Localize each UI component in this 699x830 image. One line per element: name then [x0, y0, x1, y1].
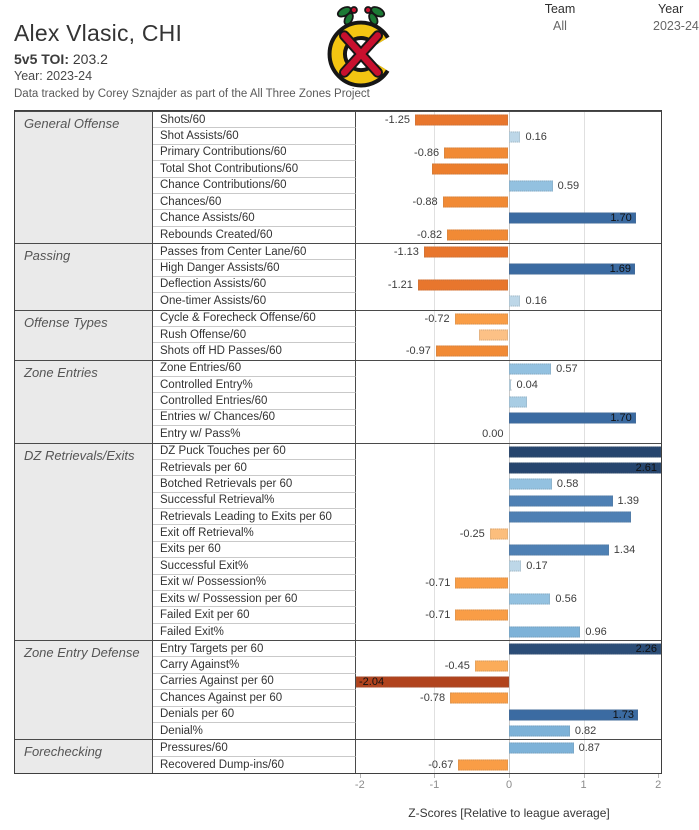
- bar-value-label: 1.34: [613, 543, 636, 556]
- tick-mark: [360, 774, 361, 778]
- metric-label: Deflection Assists/60: [153, 277, 356, 293]
- metric-label: Entry w/ Pass%: [153, 426, 356, 442]
- bar-pane: [356, 542, 661, 558]
- table-row: [153, 161, 661, 177]
- section-zone-entry-defense: [15, 640, 661, 739]
- x-axis-title: Z-Scores [Relative to league average]: [408, 806, 610, 820]
- bar-value-label: 0.16: [525, 130, 547, 143]
- tick-mark: [584, 774, 585, 778]
- table-row: [153, 327, 661, 343]
- bar-chance-contributions-60[interactable]: [509, 180, 553, 191]
- metric-label: Controlled Entries/60: [153, 393, 356, 409]
- table-row: [153, 128, 661, 144]
- table-row: [153, 210, 661, 226]
- bar-pane: [356, 194, 661, 210]
- bar-value-label: -0.71: [425, 576, 451, 589]
- bar-pane: [356, 178, 661, 194]
- metric-label: Zone Entries/60: [153, 361, 356, 377]
- bar-zone-entries-60[interactable]: [509, 363, 552, 374]
- category-label: Zone Entry Defense: [15, 641, 153, 739]
- table-row: [153, 575, 661, 591]
- table-row: [153, 525, 661, 541]
- bar-cycle-forecheck-offense-60[interactable]: [455, 313, 509, 324]
- bar-pressures-60[interactable]: [509, 743, 574, 754]
- bar-value-label: 0.56: [555, 593, 577, 606]
- metric-label: Denials per 60: [153, 707, 356, 723]
- bar-pane: [356, 112, 661, 128]
- bar-pane: [356, 757, 661, 773]
- metric-label: Shots/60: [153, 112, 356, 128]
- table-row: [153, 260, 661, 276]
- table-row: [153, 444, 661, 460]
- category-label: General Offense: [15, 112, 153, 243]
- bar-successful-exit-[interactable]: [509, 561, 522, 572]
- table-row: [153, 757, 661, 773]
- tick-label: 0: [505, 779, 513, 791]
- table-row: [153, 361, 661, 377]
- bar-value-label: -0.72: [424, 312, 450, 325]
- bar-chances-60[interactable]: [443, 197, 509, 208]
- table-row: [153, 277, 661, 293]
- section-offense-types: [15, 310, 661, 360]
- bar-value-label: 2.26: [635, 643, 657, 656]
- bar-value-label: 2.61: [635, 462, 657, 475]
- bar-denial-[interactable]: [509, 726, 570, 737]
- bar-value-label: 1.39: [617, 494, 639, 507]
- bar-exits-per-60[interactable]: [509, 544, 609, 555]
- tick-label: -1: [429, 779, 440, 791]
- bar-pane: [356, 624, 661, 640]
- bar-botched-retrievals-per-60[interactable]: [509, 479, 552, 490]
- bar-value-label: -0.71: [425, 609, 451, 622]
- metric-label: Exits w/ Possession per 60: [153, 591, 356, 607]
- metric-label: Successful Retrieval%: [153, 493, 356, 509]
- bar-value-label: 0.16: [525, 295, 547, 308]
- bar-successful-retrieval-[interactable]: [509, 495, 613, 506]
- bar-dz-puck-touches-per-60[interactable]: [509, 446, 662, 457]
- bar-pane: [356, 244, 661, 260]
- bar-value-label: 1.73: [612, 708, 634, 721]
- metric-label: Carry Against%: [153, 657, 356, 673]
- metric-label: Cycle & Forecheck Offense/60: [153, 311, 356, 327]
- table-row: [153, 112, 661, 128]
- bar-value-label: 0.17: [526, 560, 548, 573]
- bar-shot-assists-60[interactable]: [509, 131, 521, 142]
- bar-value-label: -1.21: [387, 278, 413, 291]
- bar-passes-from-center-lane-60[interactable]: [424, 247, 509, 258]
- table-row: [153, 558, 661, 574]
- bar-value-label: 0.96: [585, 625, 607, 638]
- metric-label: Retrievals per 60: [153, 460, 356, 476]
- metric-label: One-timer Assists/60: [153, 293, 356, 309]
- metric-label: Chance Assists/60: [153, 210, 356, 226]
- metric-label: High Danger Assists/60: [153, 260, 356, 276]
- bar-value-label: 0.58: [556, 478, 579, 491]
- bar-controlled-entry-[interactable]: [509, 380, 512, 391]
- bar-failed-exit-[interactable]: [509, 626, 581, 637]
- team-filter-label: Team: [544, 2, 576, 16]
- bar-carry-against-[interactable]: [475, 660, 509, 671]
- table-row: [153, 293, 661, 309]
- table-row: [153, 690, 661, 706]
- bar-exits-w-possession-per-60[interactable]: [509, 594, 551, 605]
- table-row: [153, 194, 661, 210]
- blackhawks-logo-icon: [308, 3, 414, 91]
- metric-label: Controlled Entry%: [153, 377, 356, 393]
- tick-label: -2: [354, 779, 365, 791]
- table-row: [153, 674, 661, 690]
- bar-pane: [356, 607, 661, 623]
- year-filter-label: Year: [658, 2, 684, 16]
- bar-exit-off-retrieval-[interactable]: [490, 528, 509, 539]
- table-row: [153, 509, 661, 525]
- metric-label: Failed Exit per 60: [153, 607, 356, 623]
- metric-label: Primary Contributions/60: [153, 145, 356, 161]
- metric-label: Chances Against per 60: [153, 690, 356, 706]
- category-label: Zone Entries: [15, 361, 153, 443]
- metric-label: Exits per 60: [153, 542, 356, 558]
- year-filter-value[interactable]: 2023-24: [653, 19, 699, 33]
- section-passing: [15, 243, 661, 310]
- bar-pane: [356, 161, 661, 177]
- metric-label: Total Shot Contributions/60: [153, 161, 356, 177]
- bar-pane: [356, 311, 661, 327]
- toi-line: [14, 51, 108, 67]
- metric-label: Successful Exit%: [153, 558, 356, 574]
- metric-label: Pressures/60: [153, 740, 356, 756]
- category-label: DZ Retrievals/Exits: [15, 444, 153, 641]
- table-row: [153, 227, 661, 243]
- bar-deflection-assists-60[interactable]: [418, 279, 509, 290]
- bar-pane: [356, 277, 661, 293]
- table-row: [153, 607, 661, 623]
- bar-pane: [356, 525, 661, 541]
- bar-pane: [356, 723, 661, 739]
- section-dz-retrievals-exits: [15, 443, 661, 641]
- table-row: [153, 707, 661, 723]
- bar-value-label: 1.70: [610, 411, 632, 424]
- category-label: Offense Types: [15, 311, 153, 360]
- bar-one-timer-assists-60[interactable]: [509, 296, 521, 307]
- metric-label: Rush Offense/60: [153, 327, 356, 343]
- bar-shots-off-hd-passes-60[interactable]: [436, 346, 509, 357]
- bar-rebounds-created-60[interactable]: [447, 229, 508, 240]
- bar-pane: [356, 657, 661, 673]
- bar-pane: [356, 476, 661, 492]
- bar-value-label: -0.25: [459, 527, 485, 540]
- table-row: [153, 377, 661, 393]
- bar-pane: [356, 227, 661, 243]
- table-row: [153, 657, 661, 673]
- table-row: [153, 591, 661, 607]
- bar-value-label: 0.04: [516, 379, 538, 392]
- category-label: Passing: [15, 244, 153, 310]
- table-row: [153, 343, 661, 359]
- bar-value-label: 0.87: [578, 742, 601, 755]
- section-zone-entries: [15, 360, 661, 443]
- tick-label: 2: [655, 779, 662, 791]
- bar-value-label: -2.04: [359, 675, 385, 688]
- bar-pane: [356, 740, 661, 756]
- metric-label: DZ Puck Touches per 60: [153, 444, 356, 460]
- metric-label: Rebounds Created/60: [153, 227, 356, 243]
- bar-controlled-entries-60[interactable]: [509, 396, 528, 407]
- bar-pane: [356, 426, 661, 442]
- table-row: [153, 145, 661, 161]
- bar-rush-offense-60[interactable]: [479, 330, 509, 341]
- bar-value-label: 0.59: [557, 179, 580, 192]
- metric-label: Recovered Dump-ins/60: [153, 757, 356, 773]
- bar-value-label: -0.97: [405, 345, 431, 358]
- table-row: [153, 393, 661, 409]
- table-row: [153, 641, 661, 657]
- bar-primary-contributions-60[interactable]: [444, 147, 508, 158]
- metric-label: Failed Exit%: [153, 624, 356, 640]
- bar-pane: [356, 674, 661, 690]
- credit-text: Data tracked by Corey Sznajder as part of the All Three Zones Project: [14, 88, 370, 100]
- bar-pane: [356, 145, 661, 161]
- bar-total-shot-contributions-60[interactable]: [432, 164, 508, 175]
- table-row: [153, 410, 661, 426]
- section-forechecking: [15, 739, 661, 773]
- bar-pane: [356, 410, 661, 426]
- bar-pane: [356, 260, 661, 276]
- metric-label: Entry Targets per 60: [153, 641, 356, 657]
- metric-label: Entries w/ Chances/60: [153, 410, 356, 426]
- table-row: [153, 723, 661, 739]
- year-filter: [640, 2, 699, 33]
- metric-label: Exit w/ Possession%: [153, 575, 356, 591]
- bar-chances-against-per-60[interactable]: [450, 693, 508, 704]
- table-row: [153, 493, 661, 509]
- bar-pane: [356, 210, 661, 226]
- bar-value-label: 1.69: [609, 262, 631, 275]
- bar-pane: [356, 493, 661, 509]
- bar-pane: [356, 460, 661, 476]
- table-row: [153, 460, 661, 476]
- section-general-offense: [15, 111, 661, 243]
- bar-value-label: -0.45: [444, 659, 470, 672]
- bar-pane: [356, 444, 661, 460]
- bar-pane: [356, 128, 661, 144]
- metric-label: Botched Retrievals per 60: [153, 476, 356, 492]
- bar-value-label: -0.88: [412, 196, 438, 209]
- table-row: [153, 624, 661, 640]
- metric-label: Shots off HD Passes/60: [153, 343, 356, 359]
- bar-pane: [356, 690, 661, 706]
- table-row: [153, 542, 661, 558]
- bar-retrievals-leading-to-exits-per-60[interactable]: [509, 512, 632, 523]
- bar-pane: [356, 707, 661, 723]
- bar-value-label: 0.82: [574, 725, 597, 738]
- tick-mark: [509, 774, 510, 778]
- table-row: [153, 740, 661, 756]
- bar-pane: [356, 393, 661, 409]
- metric-label: Passes from Center Lane/60: [153, 244, 356, 260]
- bar-value-label: 1.70: [610, 212, 632, 225]
- bar-pane: [356, 361, 661, 377]
- category-label: Forechecking: [15, 740, 153, 773]
- toi-label: 5v5 TOI:: [14, 51, 69, 67]
- team-filter: [520, 2, 600, 33]
- metric-label: Denial%: [153, 723, 356, 739]
- metric-label: Exit off Retrieval%: [153, 525, 356, 541]
- table-row: [153, 244, 661, 260]
- bar-value-label: -0.86: [414, 146, 440, 159]
- table-row: [153, 311, 661, 327]
- bar-value-label: -1.13: [393, 246, 419, 259]
- bar-pane: [356, 591, 661, 607]
- bar-pane: [356, 575, 661, 591]
- bar-recovered-dump-ins-60[interactable]: [458, 759, 508, 770]
- year-line: Year: 2023-24: [14, 69, 93, 83]
- bar-value-label: -0.82: [417, 228, 443, 241]
- bar-exit-w-possession-[interactable]: [455, 577, 508, 588]
- bar-pane: [356, 327, 661, 343]
- bar-pane: [356, 641, 661, 657]
- bar-value-label: 0.00: [482, 428, 504, 441]
- toi-value: 203.2: [72, 51, 108, 67]
- tick-mark: [434, 774, 435, 778]
- bar-pane: [356, 509, 661, 525]
- bar-pane: [356, 377, 661, 393]
- metric-label: Shot Assists/60: [153, 128, 356, 144]
- bar-pane: [356, 343, 661, 359]
- bar-value-label: -1.25: [384, 114, 410, 127]
- bar-value-label: 0.57: [556, 362, 578, 375]
- bar-pane: [356, 293, 661, 309]
- tick-mark: [658, 774, 659, 778]
- team-filter-value[interactable]: All: [553, 19, 567, 33]
- tick-label: 1: [580, 779, 587, 791]
- bar-value-label: -0.78: [420, 692, 446, 705]
- zscore-bar-chart: [14, 110, 662, 774]
- metric-label: Carries Against per 60: [153, 674, 356, 690]
- metric-label: Chances/60: [153, 194, 356, 210]
- table-row: [153, 476, 661, 492]
- bar-value-label: -0.67: [428, 758, 454, 771]
- bar-failed-exit-per-60[interactable]: [455, 610, 508, 621]
- table-row: [153, 426, 661, 442]
- metric-label: Chance Contributions/60: [153, 178, 356, 194]
- bar-pane: [356, 558, 661, 574]
- page-title: Alex Vlasic, CHI: [14, 20, 183, 46]
- bar-shots-60[interactable]: [415, 115, 509, 126]
- metric-label: Retrievals Leading to Exits per 60: [153, 509, 356, 525]
- table-row: [153, 178, 661, 194]
